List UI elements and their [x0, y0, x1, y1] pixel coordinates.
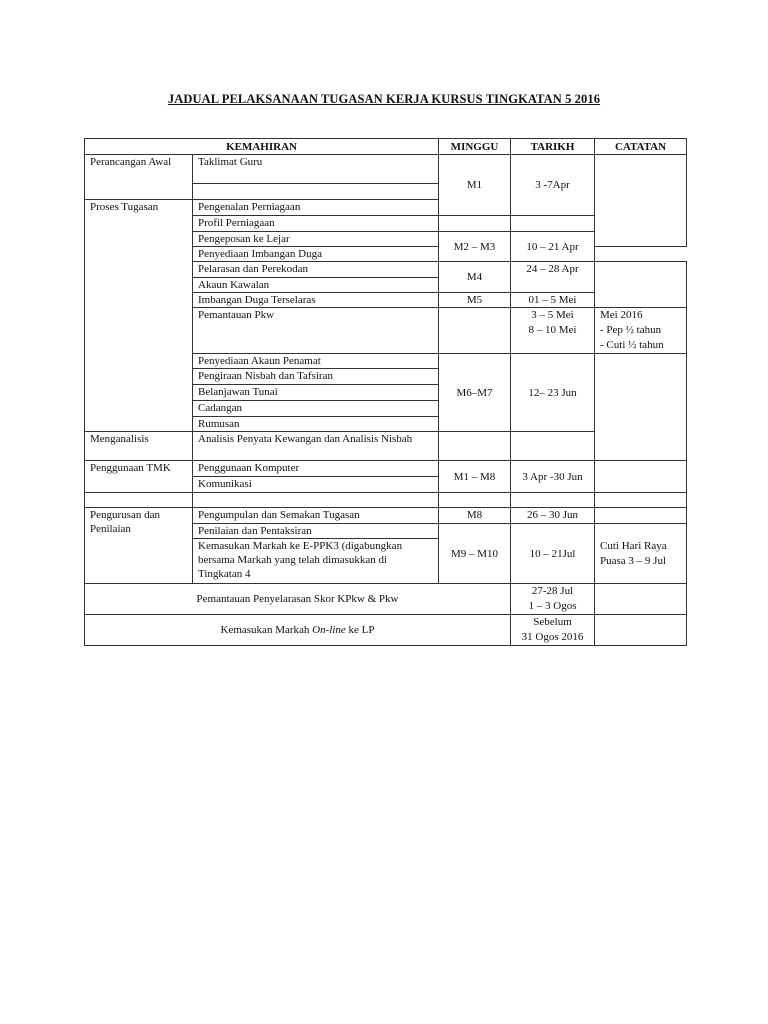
kemasukan-text-pre: Kemasukan Markah: [220, 624, 313, 636]
header-catatan: CATATAN: [595, 139, 687, 155]
section-menganalisis: Menganalisis: [85, 432, 193, 461]
task-cell: Penggunaan Komputer: [193, 461, 439, 477]
table-row: [85, 461, 687, 477]
task-cell: Kemasukan Markah ke E-PPK3 (digabungkan bersama Markah yang telah dimasukkan di Tingkatan 4: [193, 539, 439, 584]
task-cell: Penyediaan Akaun Penamat: [193, 354, 439, 369]
task-cell: Pemantauan Pkw: [193, 308, 439, 354]
section-proses: Proses Tugasan: [85, 200, 193, 432]
tarikh-cell: [511, 615, 595, 646]
section-perancangan: Perancangan Awal: [85, 155, 193, 200]
task-cell: Penyediaan Imbangan Duga: [193, 247, 439, 262]
kemasukan-text-online: On-line: [312, 624, 346, 636]
tarikh-line: Sebelum: [533, 616, 572, 628]
tarikh-cell: 24 – 28 Apr: [511, 262, 595, 293]
tarikh-cell: 3 -7Apr: [511, 155, 595, 216]
section-pengurusan: Pengurusan dan Penilaian: [85, 508, 193, 584]
catatan-cell: [595, 155, 687, 247]
tarikh-cell: 10 – 21Jul: [511, 524, 595, 584]
tarikh-line: 1 – 3 Ogos: [528, 600, 577, 612]
task-cell: Cadangan: [193, 401, 439, 417]
minggu-cell: [439, 308, 511, 354]
minggu-cell: [439, 432, 511, 461]
header-tarikh: TARIKH: [511, 139, 595, 155]
table-row: [85, 493, 687, 508]
document-title: JADUAL PELAKSANAAN TUGASAN KERJA KURSUS TINGKATAN 5 2016: [167, 92, 601, 106]
minggu-cell: M6–M7: [439, 354, 511, 432]
minggu-cell: M5: [439, 293, 511, 308]
catatan-line: - Cuti ½ tahun: [600, 339, 664, 351]
tarikh-cell: [511, 584, 595, 615]
catatan-cell: [595, 584, 687, 615]
task-cell: Belanjawan Tunai: [193, 385, 439, 401]
catatan-line: - Pep ½ tahun: [600, 324, 662, 336]
tarikh-cell: 01 – 5 Mei: [511, 293, 595, 308]
header-minggu: MINGGU: [439, 139, 511, 155]
tarikh-cell: 26 – 30 Jun: [511, 508, 595, 524]
kemasukan-text-post: ke LP: [345, 624, 375, 636]
task-cell: Pengenalan Perniagaan: [193, 200, 439, 216]
tarikh-cell: [511, 308, 595, 354]
catatan-cell: [595, 262, 687, 308]
table-row: [85, 155, 687, 184]
task-cell: Akaun Kawalan: [193, 278, 439, 293]
kemasukan-online-cell: [85, 615, 511, 646]
minggu-cell: M1: [439, 155, 511, 216]
header-kemahiran: KEMAHIRAN: [85, 139, 439, 155]
minggu-cell: M4: [439, 262, 511, 293]
catatan-cell: [595, 354, 687, 461]
task-cell: Imbangan Duga Terselaras: [193, 293, 439, 308]
task-cell: Pelarasan dan Perekodan: [193, 262, 439, 278]
task-cell: Pengumpulan dan Semakan Tugasan: [193, 508, 439, 524]
tarikh-cell: 12– 23 Jun: [511, 354, 595, 432]
minggu-cell: [439, 216, 511, 232]
empty-cell: [511, 493, 595, 508]
minggu-cell: M1 – M8: [439, 461, 511, 493]
task-cell: Pengiraan Nisbah dan Tafsiran: [193, 369, 439, 385]
catatan-cell: Cuti Hari Raya Puasa 3 – 9 Jul: [595, 524, 687, 584]
task-cell: Analisis Penyata Kewangan dan Analisis Nisbah: [193, 432, 439, 461]
minggu-cell: M8: [439, 508, 511, 524]
task-cell: Taklimat Guru: [193, 155, 439, 184]
minggu-cell: M9 – M10: [439, 524, 511, 584]
tarikh-line: 3 – 5 Mei: [531, 309, 574, 321]
task-cell: [193, 184, 439, 200]
catatan-cell: [595, 461, 687, 493]
empty-cell: [595, 493, 687, 508]
tarikh-cell: [511, 432, 595, 461]
task-cell: Penilaian dan Pentaksiran: [193, 524, 439, 539]
catatan-cell: [595, 508, 687, 524]
minggu-cell: M2 – M3: [439, 232, 511, 262]
task-cell: Komunikasi: [193, 477, 439, 493]
table-row: [85, 615, 687, 646]
tarikh-cell: [511, 216, 595, 232]
tarikh-cell: 3 Apr -30 Jun: [511, 461, 595, 493]
header-row: [85, 139, 687, 155]
task-cell: Pengeposan ke Lejar: [193, 232, 439, 247]
tarikh-line: 8 – 10 Mei: [528, 324, 577, 336]
table-row: [85, 584, 687, 615]
empty-cell: [193, 493, 439, 508]
tarikh-line: 27-28 Jul: [531, 585, 574, 597]
catatan-line: Mei 2016: [600, 309, 643, 321]
task-cell: Rumusan: [193, 417, 439, 432]
catatan-cell: [595, 615, 687, 646]
schedule-table: [84, 138, 687, 646]
table-row: [85, 508, 687, 524]
task-cell: Profil Perniagaan: [193, 216, 439, 232]
tarikh-cell: 10 – 21 Apr: [511, 232, 595, 262]
pemantauan-skor-cell: Pemantauan Penyelarasan Skor KPkw & Pkw: [85, 584, 511, 615]
tarikh-line: 31 Ogos 2016: [521, 631, 584, 643]
empty-cell: [85, 493, 193, 508]
empty-cell: [439, 493, 511, 508]
section-penggunaan: Penggunaan TMK: [85, 461, 193, 493]
catatan-cell: [595, 308, 687, 354]
